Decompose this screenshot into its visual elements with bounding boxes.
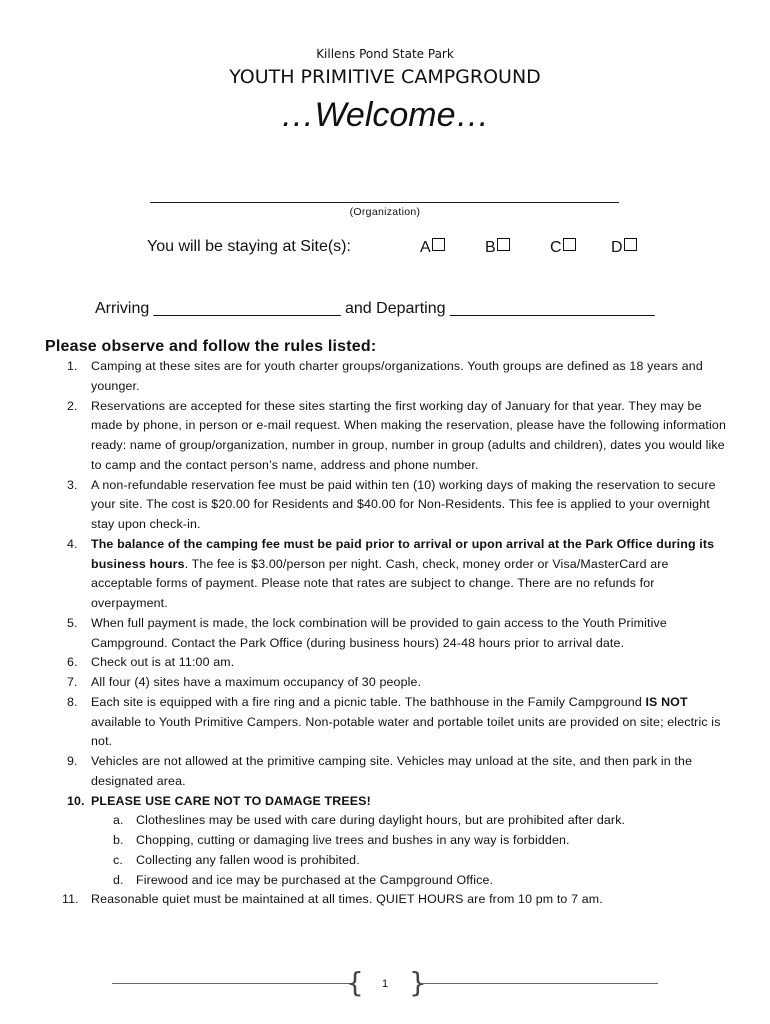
rule-number: 10.: [67, 793, 85, 808]
rule-item: [0, 693, 731, 752]
rule-item: [0, 673, 731, 693]
rule-text: Camping at these sites are for youth charter groups/organizations. Youth groups are defined as 18 years and younger.: [91, 359, 703, 393]
site-option-b[interactable]: [485, 238, 510, 257]
rule-number: 4.: [67, 536, 78, 551]
rule-number: 8.: [67, 694, 78, 709]
rule-item: [0, 792, 731, 812]
site-option-label: A: [420, 239, 431, 256]
footer-rule-left: [112, 983, 350, 984]
rule-item: [0, 614, 731, 654]
tree-rule-text: Collecting any fallen wood is prohibited.: [136, 852, 360, 867]
left-brace-icon: {: [346, 966, 364, 999]
park-name: Killens Pond State Park: [316, 47, 454, 61]
rules-heading: Please observe and follow the rules listed:: [45, 338, 377, 355]
tree-rule-text: Clotheslines may be used with care during daylight hours, but are prohibited after dark.: [136, 813, 626, 828]
site-option-label: C: [550, 239, 562, 256]
rule-number: 1.: [67, 359, 78, 373]
rule-bold-text: The balance of the camping fee must be paid prior to arrival or upon arrival at the Park Office during its business hours: [91, 536, 715, 571]
rule-bold-text: IS NOT: [645, 694, 688, 709]
rule-item: [0, 397, 731, 476]
page-number: 1: [381, 978, 389, 990]
checkbox-icon[interactable]: [624, 238, 637, 251]
tree-rule-letter: a.: [113, 813, 124, 828]
tree-rule-letter: d.: [113, 872, 124, 887]
site-label: You will be staying at Site(s):: [147, 238, 351, 255]
tree-rule-item: [0, 811, 770, 831]
rule-item: [0, 357, 731, 397]
organization-line: [150, 202, 619, 203]
welcome-heading: …Welcome…: [280, 96, 490, 134]
rule-text: Each site is equipped with a fire ring and a picnic table. The bathhouse in the Family Campground: [91, 694, 646, 709]
arrival-departure-line: Arriving _____________________ and Departing _______________________: [95, 300, 655, 317]
rule-item: [0, 752, 731, 792]
right-brace-icon: }: [409, 966, 427, 999]
footer-rule-right: [420, 983, 658, 984]
rule-number: 9.: [67, 754, 78, 768]
rule-text: Reservations are accepted for these sites starting the first working day of January for that year. They may be made by phone, in person or e-mail request. When making the reservation, please have the following information ready: name of group/organization, number in group, number in group (adults and children), dates you would like to camp and the contact person’s name, address and phone number.: [91, 398, 726, 472]
tree-rule-letter: b.: [113, 833, 124, 847]
checkbox-icon[interactable]: [497, 238, 510, 251]
organization-caption: (Organization): [349, 206, 421, 218]
rule-text: When full payment is made, the lock combination will be provided to gain access to the Youth Primitive Campground. Contact the Park Office (during business hours) 24-48 hours prior to arrival date.: [91, 615, 667, 650]
rule-text: Check out is at 11:00 am.: [91, 655, 235, 670]
tree-rule-text: Chopping, cutting or damaging live trees and bushes in any way is forbidden.: [136, 833, 570, 847]
rule-item: [0, 476, 731, 535]
tree-rule-text: Firewood and ice may be purchased at the Campground Office.: [136, 872, 494, 887]
site-option-a[interactable]: [420, 238, 445, 257]
tree-rule-letter: c.: [113, 852, 123, 867]
rule-number: 3.: [67, 477, 78, 492]
site-option-label: B: [485, 239, 496, 256]
rule-text: All four (4) sites have a maximum occupancy of 30 people.: [91, 675, 422, 689]
rule-item: [0, 653, 731, 673]
rule-bold-text: PLEASE USE CARE NOT TO DAMAGE TREES!: [91, 793, 371, 808]
rule-text: Vehicles are not allowed at the primitive camping site. Vehicles may unload at the site, and then park in the designated area.: [91, 754, 693, 788]
rule-text: . The fee is $3.00/person per night. Cash, check, money order or Visa/MasterCard are acceptable forms of payment. Please note that rates are subject to change. There are no refunds for overpayment.: [91, 556, 669, 610]
rule-text: A non-refundable reservation fee must be paid within ten (10) working days of making the reservation to secure your site. The cost is $20.00 for Residents and $40.00 for Non-Residents. This fee is applied to your overnight stay upon check-in.: [91, 477, 716, 531]
rule-text: available to Youth Primitive Campers. Non-potable water and portable toilet units are provided on site; electric is not.: [91, 714, 721, 749]
site-option-label: D: [611, 239, 623, 256]
tree-rule-item: [0, 871, 770, 891]
rule-item: [0, 535, 731, 614]
rule-number: 11.: [62, 892, 79, 907]
site-option-d[interactable]: [611, 238, 637, 257]
checkbox-icon[interactable]: [432, 238, 445, 251]
rules-list: [0, 357, 770, 910]
rule-text: Reasonable quiet must be maintained at all times. QUIET HOURS are from 10 pm to 7 am.: [91, 892, 603, 907]
rule-number: 5.: [67, 615, 78, 630]
checkbox-icon[interactable]: [563, 238, 576, 251]
rule-number: 7.: [67, 675, 78, 689]
tree-rule-item: [0, 831, 770, 851]
rule-number: 2.: [67, 398, 78, 413]
rule-item: [0, 890, 731, 910]
site-option-c[interactable]: [550, 238, 576, 257]
rule-number: 6.: [67, 655, 78, 670]
tree-rule-item: [0, 851, 770, 871]
page-title: YOUTH PRIMITIVE CAMPGROUND: [229, 66, 541, 88]
